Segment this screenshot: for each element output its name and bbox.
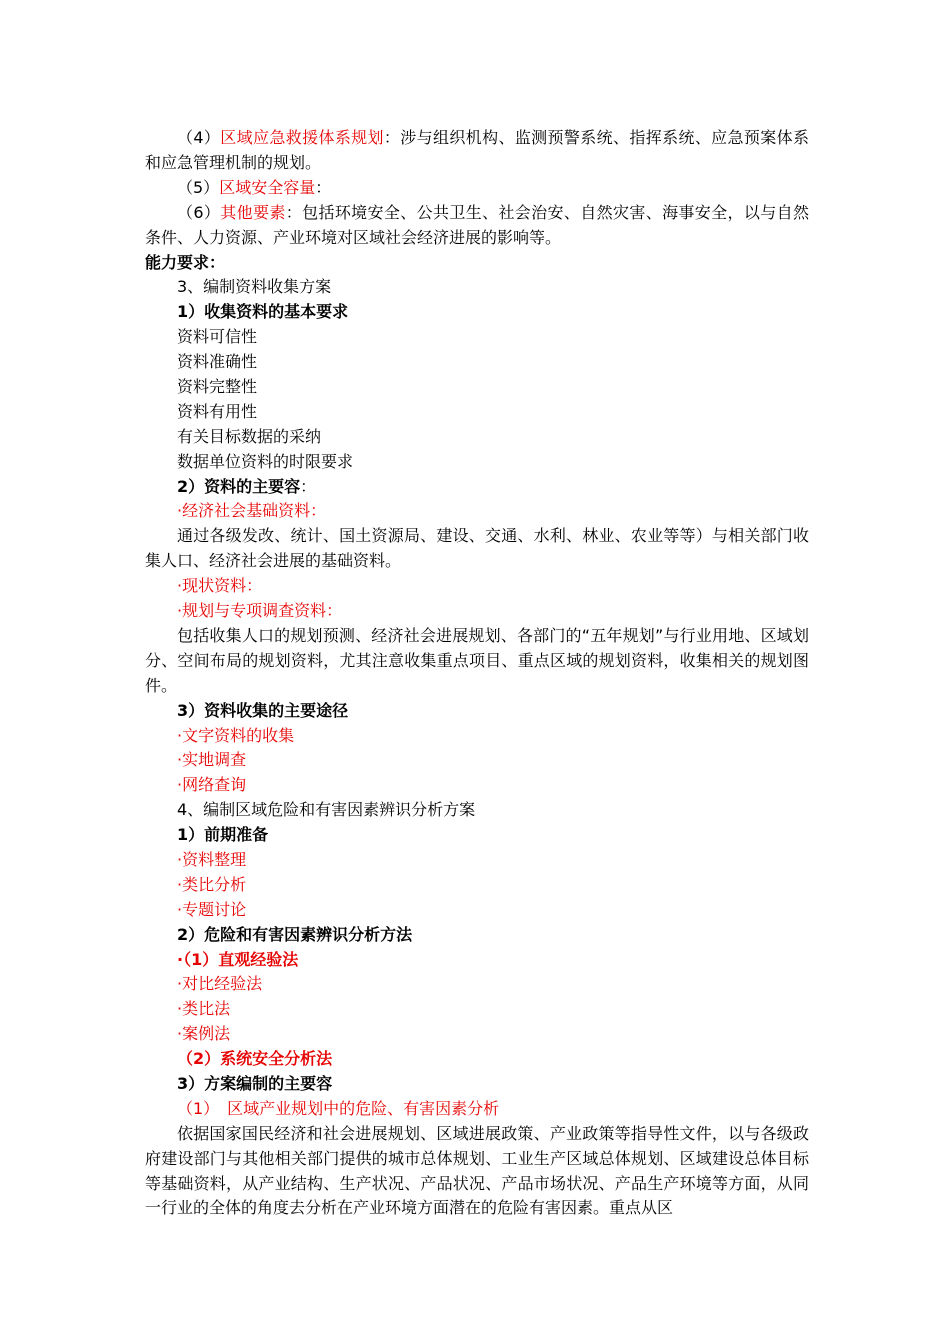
document-page	[145, 126, 809, 1221]
status-data-label: ·现状资料：	[177, 576, 263, 596]
requirement-item: 有关目标数据的采纳	[177, 426, 322, 446]
section-4-sub2: 2）危险和有害因素辨识分析方法	[177, 924, 413, 944]
industry-analysis-text: 依据国家国民经济和社会进展规划、区域进展政策、产业政策等指导性文件，以与各级政府建设部门与其他相关部门提供的城市总体规划、工业生产区域总体规划、区域建设总体目标等基础资料，从产业结构、生产状况、产品状况、产品市场状况、产品生产环境等方面，从同一行业的全体的角度去分析在产业环境方面潜在的危险有害因素。重点从区	[145, 1123, 809, 1218]
section-4-sub1: 1）前期准备	[177, 825, 269, 845]
item-6-title: 其他要素	[220, 202, 286, 222]
section-3-sub2	[145, 475, 809, 500]
econ-data-label: ·经济社会基础资料：	[177, 501, 327, 521]
section-4-sub3: 3）方案编制的主要容	[177, 1073, 333, 1093]
requirement-item: 资料可信性	[177, 327, 258, 347]
item-6-paragraph	[145, 201, 809, 251]
section-3-sub1: 1）收集资料的基本要求	[177, 302, 349, 322]
section-3-heading: 3、编制资料收集方案	[177, 277, 332, 297]
item-4-body: ：涉与组织机构、监测预警系统、指挥系统、应急预案体系和应急管理机制的规划。	[145, 128, 809, 172]
item-6-body: ：包括环境安全、公共卫生、社会治安、自然灾害、海事安全，以与自然条件、人力资源、产业环境对区域社会经济进展的影响等。	[145, 202, 809, 247]
method-1-item: ·类比法	[177, 999, 231, 1019]
method-2-heading: （2）系统安全分析法	[177, 1049, 333, 1069]
collection-way: ·文字资料的收集	[177, 725, 295, 745]
requirement-item: 资料准确性	[177, 352, 258, 372]
ability-heading: 能力要求：	[145, 252, 226, 272]
requirement-item: 资料有用性	[177, 401, 258, 421]
section-3-sub2-colon: ：	[300, 476, 317, 496]
item-5-prefix: （5）	[177, 177, 220, 197]
item-4-title: 区域应急救援体系规划	[220, 128, 384, 147]
plan-data-text: 包括收集人口的规划预测、经济社会进展规划、各部门的“五年规划”与行业用地、区域划分、空间布局的规划资料，尤其注意收集重点项目、重点区域的规划资料，收集相关的规划图件。	[145, 625, 809, 695]
prep-item: ·类比分析	[177, 874, 247, 894]
item-4-prefix: （4）	[177, 128, 221, 147]
requirement-item: 数据单位资料的时限要求	[177, 451, 354, 471]
industry-analysis-heading: （1） 区域产业规划中的危险、有害因素分析	[177, 1098, 500, 1118]
collection-way: ·实地调查	[177, 750, 247, 770]
item-5-title: 区域安全容量	[219, 177, 316, 197]
section-3-sub2-bold: 2）资料的主要容	[177, 476, 301, 496]
method-1-item: ·对比经验法	[177, 974, 263, 994]
item-4-paragraph	[145, 126, 809, 176]
prep-item: ·专题讨论	[177, 899, 247, 919]
section-3-sub3: 3）资料收集的主要途径	[177, 700, 349, 720]
method-1-item: ·案例法	[177, 1024, 231, 1044]
econ-data-text: 通过各级发改、统计、国土资源局、建设、交通、水利、林业、农业等等）与相关部门收集人口、经济社会进展的基础资料。	[145, 526, 809, 571]
item-5-body: ：	[315, 177, 332, 197]
item-5-paragraph	[145, 176, 809, 201]
plan-data-label: ·规划与专项调查资料：	[177, 601, 343, 621]
section-4-heading: 4、编制区域危险和有害因素辨识分析方案	[177, 800, 476, 820]
collection-way: ·网络查询	[177, 775, 247, 795]
prep-item: ·资料整理	[177, 849, 247, 869]
method-1-heading: ·（1）直观经验法	[177, 949, 299, 969]
requirement-item: 资料完整性	[177, 376, 258, 396]
item-6-prefix: （6）	[177, 202, 221, 222]
